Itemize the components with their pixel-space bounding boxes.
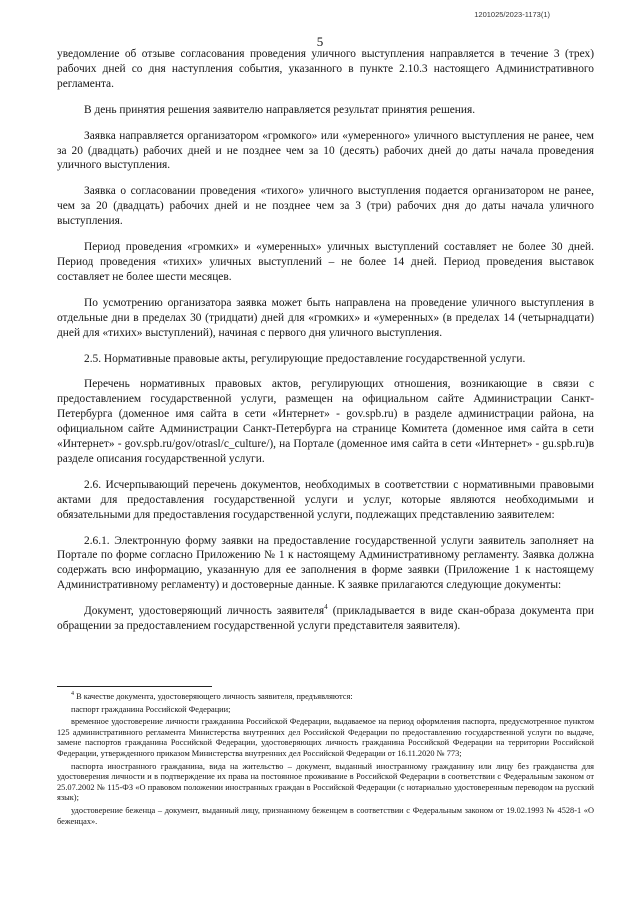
section-heading-2-5: 2.5. Нормативные правовые акты, регулирующие предоставление государственной услуги. — [84, 352, 526, 365]
page-number: 5 — [316, 34, 324, 49]
paragraph: По усмотрению организатора заявка может быть направлена на проведение уличного выступления в отдельные дни в пределах 30 (тридцати) дней для «громких» и «умеренных» (в пределах 14 (четырнадцати) дней для «тихих» выступлений), начиная с первого дня уличного выступления. — [57, 296, 594, 339]
main-text — [57, 47, 594, 645]
paragraph: В день принятия решения заявителю направляется результат принятия решения. — [84, 103, 476, 116]
footnote-item: удостоверение беженца – документ, выданный лицу, признанному беженцем в соответствии с Федеральным законом от 19.02.1993 № 4528-1 «О беженцах». — [57, 805, 594, 826]
paragraph: Период проведения «громких» и «умеренных» уличных выступлений составляет не более 30 дней. Период проведения «тихих» уличных выступлений – не более 14 дней. Период проведения выставок составляет не более шести месяцев. — [57, 241, 594, 283]
footnotes — [57, 692, 594, 829]
paragraph-text: (прикладывается в виде скан-образа документа при обращении за предоставлением государственной услуги представителя заявителя). — [57, 605, 594, 633]
footnote-item: паспорта иностранного гражданина, вида на жительство – документ, выданный иностранному гражданину или лицу без гражданства для удостоверения личности и в подтверждение их права на постоянное проживание в Российской Федерации в соответствии с Федеральным законом от 25.07.2002 № 115-ФЗ «О правовом положении иностранных граждан в Российской Федерации (с нотариально удостоверенным переводом на русский язык); — [57, 761, 594, 803]
paragraph: Заявка о согласовании проведения «тихого» уличного выступления подается организатором не ранее, чем за 20 (двадцать) рабочих дней и не позднее чем за 3 (три) рабочих дня до даты начала уличного выступления. — [57, 185, 594, 228]
paragraph: Перечень нормативных правовых актов, регулирующих отношения, возникающие в связи с предоставлением государственной услуги, размещен на официальном сайте Администрации Санкт-Петербурга (доменное имя сайта в сети «Интернет» - gov.spb.ru) в разделе администрации района, на официальном сайте Администрации Санкт-Петербурга на странице Комитета (доменное имя сайта в сети «Интернет» - gov.spb.ru/gov/otrasl/c_culture/), на Портале (доменное имя сайта в сети «Интернет» - gu.spb.ru)в разделе описания государственной услуги. — [57, 378, 594, 465]
footnote-separator — [57, 686, 212, 687]
footnote-number: 4 — [71, 691, 74, 698]
footnote-ref: 4 — [324, 603, 328, 612]
footnote-text: В качестве документа, удостоверяющего личность заявителя, предъявляются: — [74, 692, 353, 701]
section-heading-2-6: 2.6. Исчерпывающий перечень документов, необходимых в соответствии с нормативными правовыми актами для предоставления государственной услуги и услуг, которые являются необходимыми и обязательными для предоставления государственной услуги, подлежащих представлению заявителем: — [57, 478, 594, 521]
paragraph: 2.6.1. Электронную форму заявки на предоставление государственной услуги заявитель заполняет на Портале по форме согласно Приложению № 1 к настоящему Административному регламенту. Заявка должна содержать всю информацию, указанную для ее заполнения в форме заявки (Приложение 1 к настоящему Административному регламенту) и достоверные данные. К заявке прилагаются следующие документы: — [57, 534, 594, 592]
paragraph-text: Документ, удостоверяющий личность заявителя — [84, 605, 325, 618]
paragraph: уведомление об отзыве согласования проведения уличного выступления направляется в течение 3 (трех) рабочих дней со дня наступления события, указанного в пункте 2.10.3 настоящего Административного регламента. — [57, 48, 594, 90]
footnote-item: временное удостоверение личности гражданина Российской Федерации, выдаваемое на период оформления паспорта, предусмотренное пунктом 125 административного регламента Министерства внутренних дел Российской Федерации по предоставлению государственной услуги по выдаче, замене паспортов гражданина Российской Федерации, удостоверяющих личность гражданина Российской Федерации на территории Российской Федерации, утвержденного приказом Министерства внутренних дел Российской Федерации от 16.11.2020 № 773; — [57, 717, 594, 758]
footnote-intro — [57, 692, 594, 703]
footnote-item: паспорт гражданина Российской Федерации; — [71, 704, 231, 714]
document-id: 1201025/2023-1173(1) — [474, 10, 550, 19]
paragraph-with-footnote-ref — [57, 604, 594, 634]
paragraph: Заявка направляется организатором «громкого» или «умеренного» уличного выступления не ранее, чем за 20 (двадцать) рабочих дней и не позднее чем за 10 (десять) рабочих дней до даты начала проведения уличного выступления. — [57, 129, 594, 172]
